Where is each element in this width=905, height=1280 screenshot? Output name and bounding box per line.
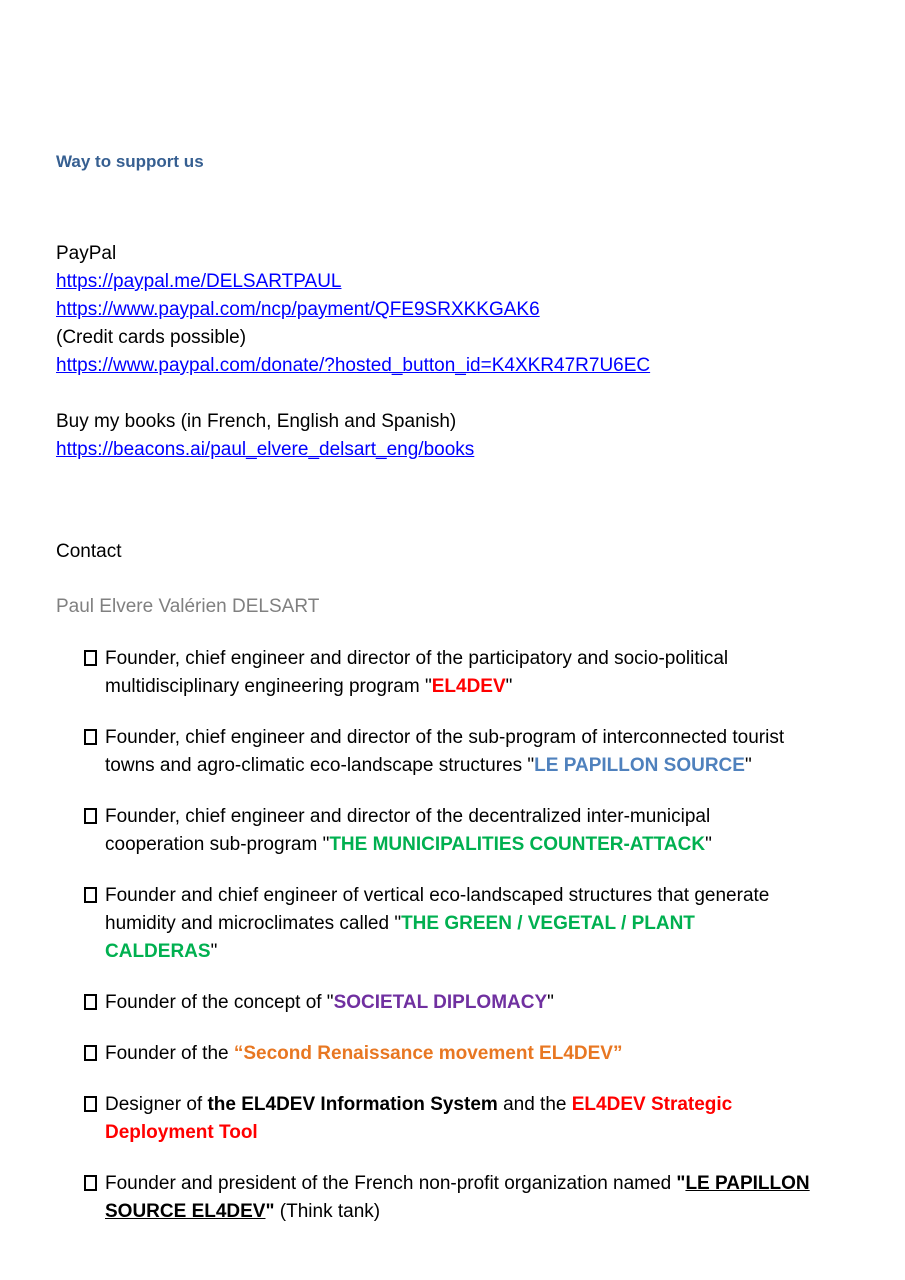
role-text-segment: towns and agro-climatic eco-landscape structures " [105, 755, 535, 776]
role-item [84, 1091, 874, 1147]
role-text-segment: Designer of [105, 1094, 208, 1115]
role-text-segment: Founder and chief engineer of vertical eco-landscaped structures that generate [105, 885, 770, 906]
role-item [84, 989, 874, 1017]
contact-heading: Contact [56, 541, 122, 562]
role-text-segment: " [705, 834, 712, 855]
role-text-segment: LE PAPILLON [685, 1173, 810, 1194]
role-text-segment: the EL4DEV Information System [207, 1094, 498, 1115]
paypal-me-link[interactable]: https://paypal.me/DELSARTPAUL [56, 271, 342, 292]
role-text-segment: EL4DEV [431, 676, 506, 697]
role-text-segment: EL4DEV Strategic [571, 1094, 733, 1115]
role-item [84, 1040, 874, 1068]
role-text-segment: cooperation sub-program " [105, 834, 330, 855]
books-label: Buy my books (in French, English and Spanish) [56, 411, 457, 432]
role-item [84, 1170, 874, 1226]
role-text-segment: LE PAPILLON SOURCE [534, 755, 745, 776]
role-text-segment: THE GREEN / VEGETAL / PLANT [401, 913, 695, 934]
role-text-segment: humidity and microclimates called " [105, 913, 402, 934]
role-text-segment: SOCIETAL DIPLOMACY [333, 992, 548, 1013]
role-text-segment: multidisciplinary engineering program " [105, 676, 432, 697]
role-text-segment: CALDERAS [105, 941, 211, 962]
paypal-donate-link[interactable]: https://www.paypal.com/donate/?hosted_button_id=K4XKR47R7U6EC [56, 355, 651, 376]
checkbox-bullet-icon [84, 729, 97, 745]
role-text-segment: Deployment Tool [105, 1122, 258, 1143]
checkbox-bullet-icon [84, 808, 97, 824]
checkbox-bullet-icon [84, 1045, 97, 1061]
role-text-segment: " [505, 676, 513, 697]
checkbox-bullet-icon [84, 1175, 97, 1191]
role-text-segment: Founder, chief engineer and director of the participatory and socio-political [105, 648, 729, 669]
role-item [84, 724, 874, 780]
role-text-segment: (Think tank) [274, 1201, 381, 1222]
role-text-segment: SOURCE EL4DEV [105, 1201, 266, 1222]
section-heading-way-to-support: Way to support us [56, 152, 204, 171]
credit-cards-note: (Credit cards possible) [56, 327, 247, 348]
checkbox-bullet-icon [84, 887, 97, 903]
role-text-segment: THE MUNICIPALITIES COUNTER-ATTACK [329, 834, 706, 855]
role-text-segment: " [265, 1201, 275, 1222]
role-item [84, 803, 874, 859]
paypal-ncp-payment-link[interactable]: https://www.paypal.com/ncp/payment/QFE9SRXKKGAK6 [56, 299, 540, 320]
role-text-segment: Founder of the concept of " [105, 992, 334, 1013]
role-text-segment: " [744, 755, 752, 776]
role-text-segment: Founder of the [105, 1043, 234, 1064]
role-text-segment: " [210, 941, 218, 962]
role-item [84, 882, 874, 966]
role-item [84, 645, 874, 701]
role-text-segment: Founder and president of the French non-profit organization named [105, 1173, 677, 1194]
roles-list [84, 645, 874, 1226]
checkbox-bullet-icon [84, 1096, 97, 1112]
checkbox-bullet-icon [84, 994, 97, 1010]
contact-name: Paul Elvere Valérien DELSART [56, 596, 320, 617]
role-text-segment: and the [497, 1094, 572, 1115]
books-link[interactable]: https://beacons.ai/paul_elvere_delsart_eng/books [56, 439, 475, 460]
role-text-segment: Founder, chief engineer and director of the decentralized inter-municipal [105, 806, 711, 827]
role-text-segment: " [676, 1173, 686, 1194]
paypal-label: PayPal [56, 243, 117, 264]
role-text-segment: Founder, chief engineer and director of the sub-program of interconnected tourist [105, 727, 785, 748]
support-section [56, 240, 857, 464]
role-text-segment: “Second Renaissance movement EL4DEV” [233, 1043, 623, 1064]
checkbox-bullet-icon [84, 650, 97, 666]
role-text-segment: " [547, 992, 554, 1013]
